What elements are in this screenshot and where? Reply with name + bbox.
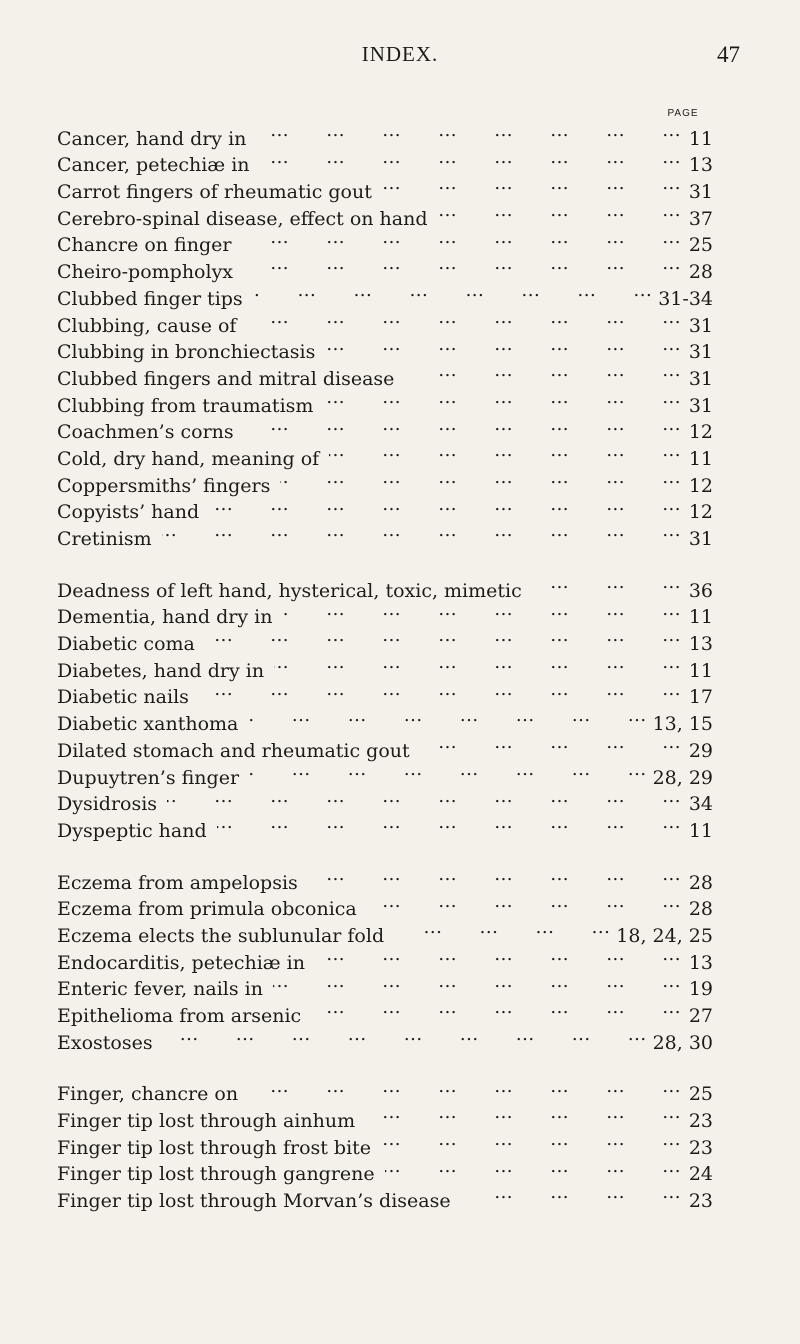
index-term: Chancre on finger xyxy=(57,234,232,257)
dot-leader xyxy=(404,358,681,385)
page-number: 47 xyxy=(717,42,740,67)
page-reference: 31 xyxy=(688,394,713,417)
page-reference: 31-34 xyxy=(658,287,713,310)
page-reference: 23 xyxy=(688,1110,713,1133)
page-title: INDEX. xyxy=(361,42,439,66)
page-reference: 13 xyxy=(688,633,713,656)
index-term: Clubbing, cause of xyxy=(57,314,237,337)
dot-leader xyxy=(329,438,681,465)
dot-leader xyxy=(308,862,681,889)
dot-leader xyxy=(311,995,681,1022)
page-reference: 19 xyxy=(688,978,713,1001)
dot-leader xyxy=(244,412,681,439)
index-term: Cretinism xyxy=(57,528,152,550)
index-term: Cerebro-spinal disease, effect on hand xyxy=(57,207,428,230)
dot-leader xyxy=(241,225,681,252)
page-reference: 25 xyxy=(688,1083,713,1106)
index-entry xyxy=(57,118,713,150)
index-term: Enteric fever, nails in xyxy=(57,978,263,1001)
dot-leader xyxy=(248,703,646,730)
page-reference: 12 xyxy=(688,421,713,444)
dot-leader xyxy=(249,757,647,784)
dot-leader xyxy=(367,889,681,916)
index-term: Clubbed fingers and mitral disease xyxy=(57,367,395,390)
index-term: Coppersmiths’ fingers xyxy=(57,474,271,497)
dot-leader xyxy=(394,915,610,942)
index-term: Copyists’ hand xyxy=(57,501,200,524)
index-term: Clubbed finger tips xyxy=(57,287,243,310)
index-entry xyxy=(57,862,713,894)
page-reference: 13 xyxy=(688,951,713,974)
page-reference: 23 xyxy=(688,1190,713,1213)
page-reference: 11 xyxy=(688,606,713,629)
dot-leader xyxy=(420,730,681,757)
index-term: Dysidrosis xyxy=(57,793,158,816)
dot-leader xyxy=(199,677,681,704)
index-term: Cancer, hand dry in xyxy=(57,127,247,150)
index-term: Dyspeptic hand xyxy=(57,819,207,842)
index-group-c xyxy=(57,118,713,550)
index-term: Diabetes, hand dry in xyxy=(57,659,265,682)
index-entry xyxy=(57,1074,713,1106)
page-reference: 18, 24, 25 xyxy=(616,924,713,947)
dot-leader xyxy=(461,1180,681,1207)
page-reference: 11 xyxy=(688,659,713,682)
page-reference: 11 xyxy=(688,447,713,470)
dot-leader xyxy=(273,969,681,996)
page-reference: 23 xyxy=(688,1136,713,1159)
dot-leader xyxy=(381,1127,681,1154)
index-term: Dementia, hand dry in xyxy=(57,606,273,629)
dot-leader xyxy=(243,251,681,278)
dot-leader xyxy=(438,198,682,225)
index-term: Eczema from ampelopsis xyxy=(57,871,298,894)
index-group-e xyxy=(57,862,713,1054)
dot-leader xyxy=(163,1022,647,1049)
page-reference: 37 xyxy=(688,207,713,230)
dot-leader xyxy=(385,1154,681,1181)
index-term: Cheiro-pompholyx xyxy=(57,261,234,284)
dot-leader xyxy=(209,492,681,519)
page-reference: 31 xyxy=(688,181,713,204)
page-reference: 13, 15 xyxy=(652,713,713,736)
dot-leader xyxy=(365,1100,681,1127)
dot-leader xyxy=(315,942,681,969)
index-term: Diabetic xanthoma xyxy=(57,713,239,736)
dot-leader xyxy=(217,810,681,837)
index-term: Diabetic coma xyxy=(57,633,195,656)
index-term: Exostoses xyxy=(57,1031,153,1054)
dot-leader xyxy=(280,465,681,492)
index-term: Endocarditis, petechiæ in xyxy=(57,951,305,974)
dot-leader xyxy=(205,623,681,650)
page-reference: 17 xyxy=(688,686,713,709)
dot-leader xyxy=(253,278,653,305)
index-term: Coachmen’s corns xyxy=(57,421,234,444)
page-reference: 31 xyxy=(688,314,713,337)
dot-leader xyxy=(260,145,681,172)
dot-leader xyxy=(323,385,681,412)
index-term: Finger, chancre on xyxy=(57,1083,239,1106)
index-term: Finger tip lost through Morvan’s disease xyxy=(57,1190,451,1213)
dot-leader xyxy=(382,171,681,198)
page-reference: 31 xyxy=(688,341,713,364)
index-term: Dupuytren’s finger xyxy=(57,766,240,789)
index-term: Dilated stomach and rheumatic gout xyxy=(57,739,410,762)
page-reference: 11 xyxy=(688,127,713,150)
dot-leader xyxy=(282,597,681,624)
page-reference: 28 xyxy=(688,261,713,284)
dot-leader xyxy=(532,570,681,597)
page-reference: 11 xyxy=(688,819,713,842)
page-reference: 12 xyxy=(688,501,713,524)
dot-leader xyxy=(274,650,681,677)
page-reference: 28, 29 xyxy=(652,766,713,789)
index-entries xyxy=(57,118,713,1232)
page-reference: 27 xyxy=(688,1005,713,1027)
index-term: Cancer, petechiæ in xyxy=(57,154,250,177)
page-reference: 28, 30 xyxy=(652,1031,713,1054)
page-reference: 28 xyxy=(688,871,713,894)
page-reference: 34 xyxy=(688,793,713,816)
index-term: Finger tip lost through gangrene xyxy=(57,1163,375,1186)
dot-leader xyxy=(162,518,681,545)
page-reference: 29 xyxy=(688,739,713,762)
index-term: Diabetic nails xyxy=(57,686,189,709)
page-reference: 31 xyxy=(688,367,713,390)
page-reference: 28 xyxy=(688,898,713,921)
dot-leader xyxy=(246,305,681,332)
dot-leader xyxy=(256,118,681,145)
page-reference: 31 xyxy=(688,528,713,550)
index-term: Clubbing from traumatism xyxy=(57,394,314,417)
page-reference: 36 xyxy=(688,579,713,602)
dot-leader xyxy=(325,332,681,359)
index-term: Finger tip lost through ainhum xyxy=(57,1110,356,1133)
dot-leader xyxy=(167,784,681,811)
index-term: Eczema elects the sublunular fold xyxy=(57,924,385,947)
index-term: Deadness of left hand, hysterical, toxic, mimetic xyxy=(57,579,522,602)
page-column-label: PAGE xyxy=(667,108,699,119)
page-reference: 25 xyxy=(688,234,713,257)
dot-leader xyxy=(248,1074,681,1101)
index-term: Finger tip lost through frost bite xyxy=(57,1136,372,1159)
page-reference: 24 xyxy=(688,1163,713,1186)
index-term: Eczema from primula obconica xyxy=(57,898,357,921)
index-group-f xyxy=(57,1074,713,1213)
index-group-d xyxy=(57,570,713,842)
running-head xyxy=(60,42,740,72)
index-term: Cold, dry hand, meaning of xyxy=(57,447,320,470)
page-reference: 12 xyxy=(688,474,713,497)
page-reference: 13 xyxy=(688,154,713,177)
index-term: Epithelioma from arsenic xyxy=(57,1005,302,1027)
index-entry xyxy=(57,570,713,602)
index-term: Carrot fingers of rheumatic gout xyxy=(57,181,372,204)
index-term: Clubbing in bronchiectasis xyxy=(57,341,316,364)
